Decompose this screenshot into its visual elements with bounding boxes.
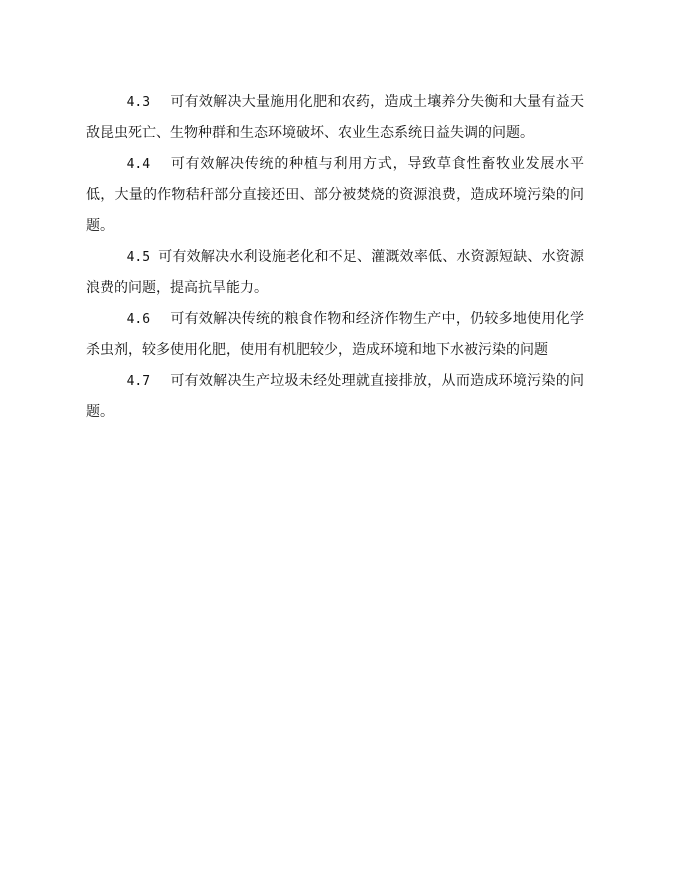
paragraph-text: 可有效解决传统的种植与利用方式，导致草食性畜牧业发展水平低，大量的作物秸秆部分直接还田、部分被焚烧的资源浪费，造成环境污染的问题。	[86, 156, 584, 234]
document-body	[86, 87, 584, 428]
paragraph-number: 4.3	[126, 95, 151, 110]
paragraph-text: 可有效解决水利设施老化和不足、灌溉效率低、水资源短缺、水资源浪费的问题，提高抗旱能力。	[86, 249, 584, 296]
paragraph-number: 4.5	[126, 250, 151, 265]
paragraph-4-6	[86, 304, 584, 366]
paragraph-text: 可有效解决生产垃圾未经处理就直接排放，从而造成环境污染的问题。	[86, 373, 584, 420]
paragraph-text: 可有效解决传统的粮食作物和经济作物生产中，仍较多地使用化学杀虫剂，较多使用化肥，使用有机肥较少，造成环境和地下水被污染的问题	[86, 311, 584, 358]
paragraph-4-3	[86, 87, 584, 149]
paragraph-4-5	[86, 242, 584, 304]
paragraph-number: 4.4	[126, 157, 151, 172]
paragraph-number: 4.6	[126, 312, 151, 327]
paragraph-number: 4.7	[126, 374, 151, 389]
paragraph-4-4	[86, 149, 584, 242]
paragraph-text: 可有效解决大量施用化肥和农药，造成土壤养分失衡和大量有益天敌昆虫死亡、生物种群和生态环境破坏、农业生态系统日益失调的问题。	[86, 94, 584, 141]
paragraph-4-7	[86, 366, 584, 428]
